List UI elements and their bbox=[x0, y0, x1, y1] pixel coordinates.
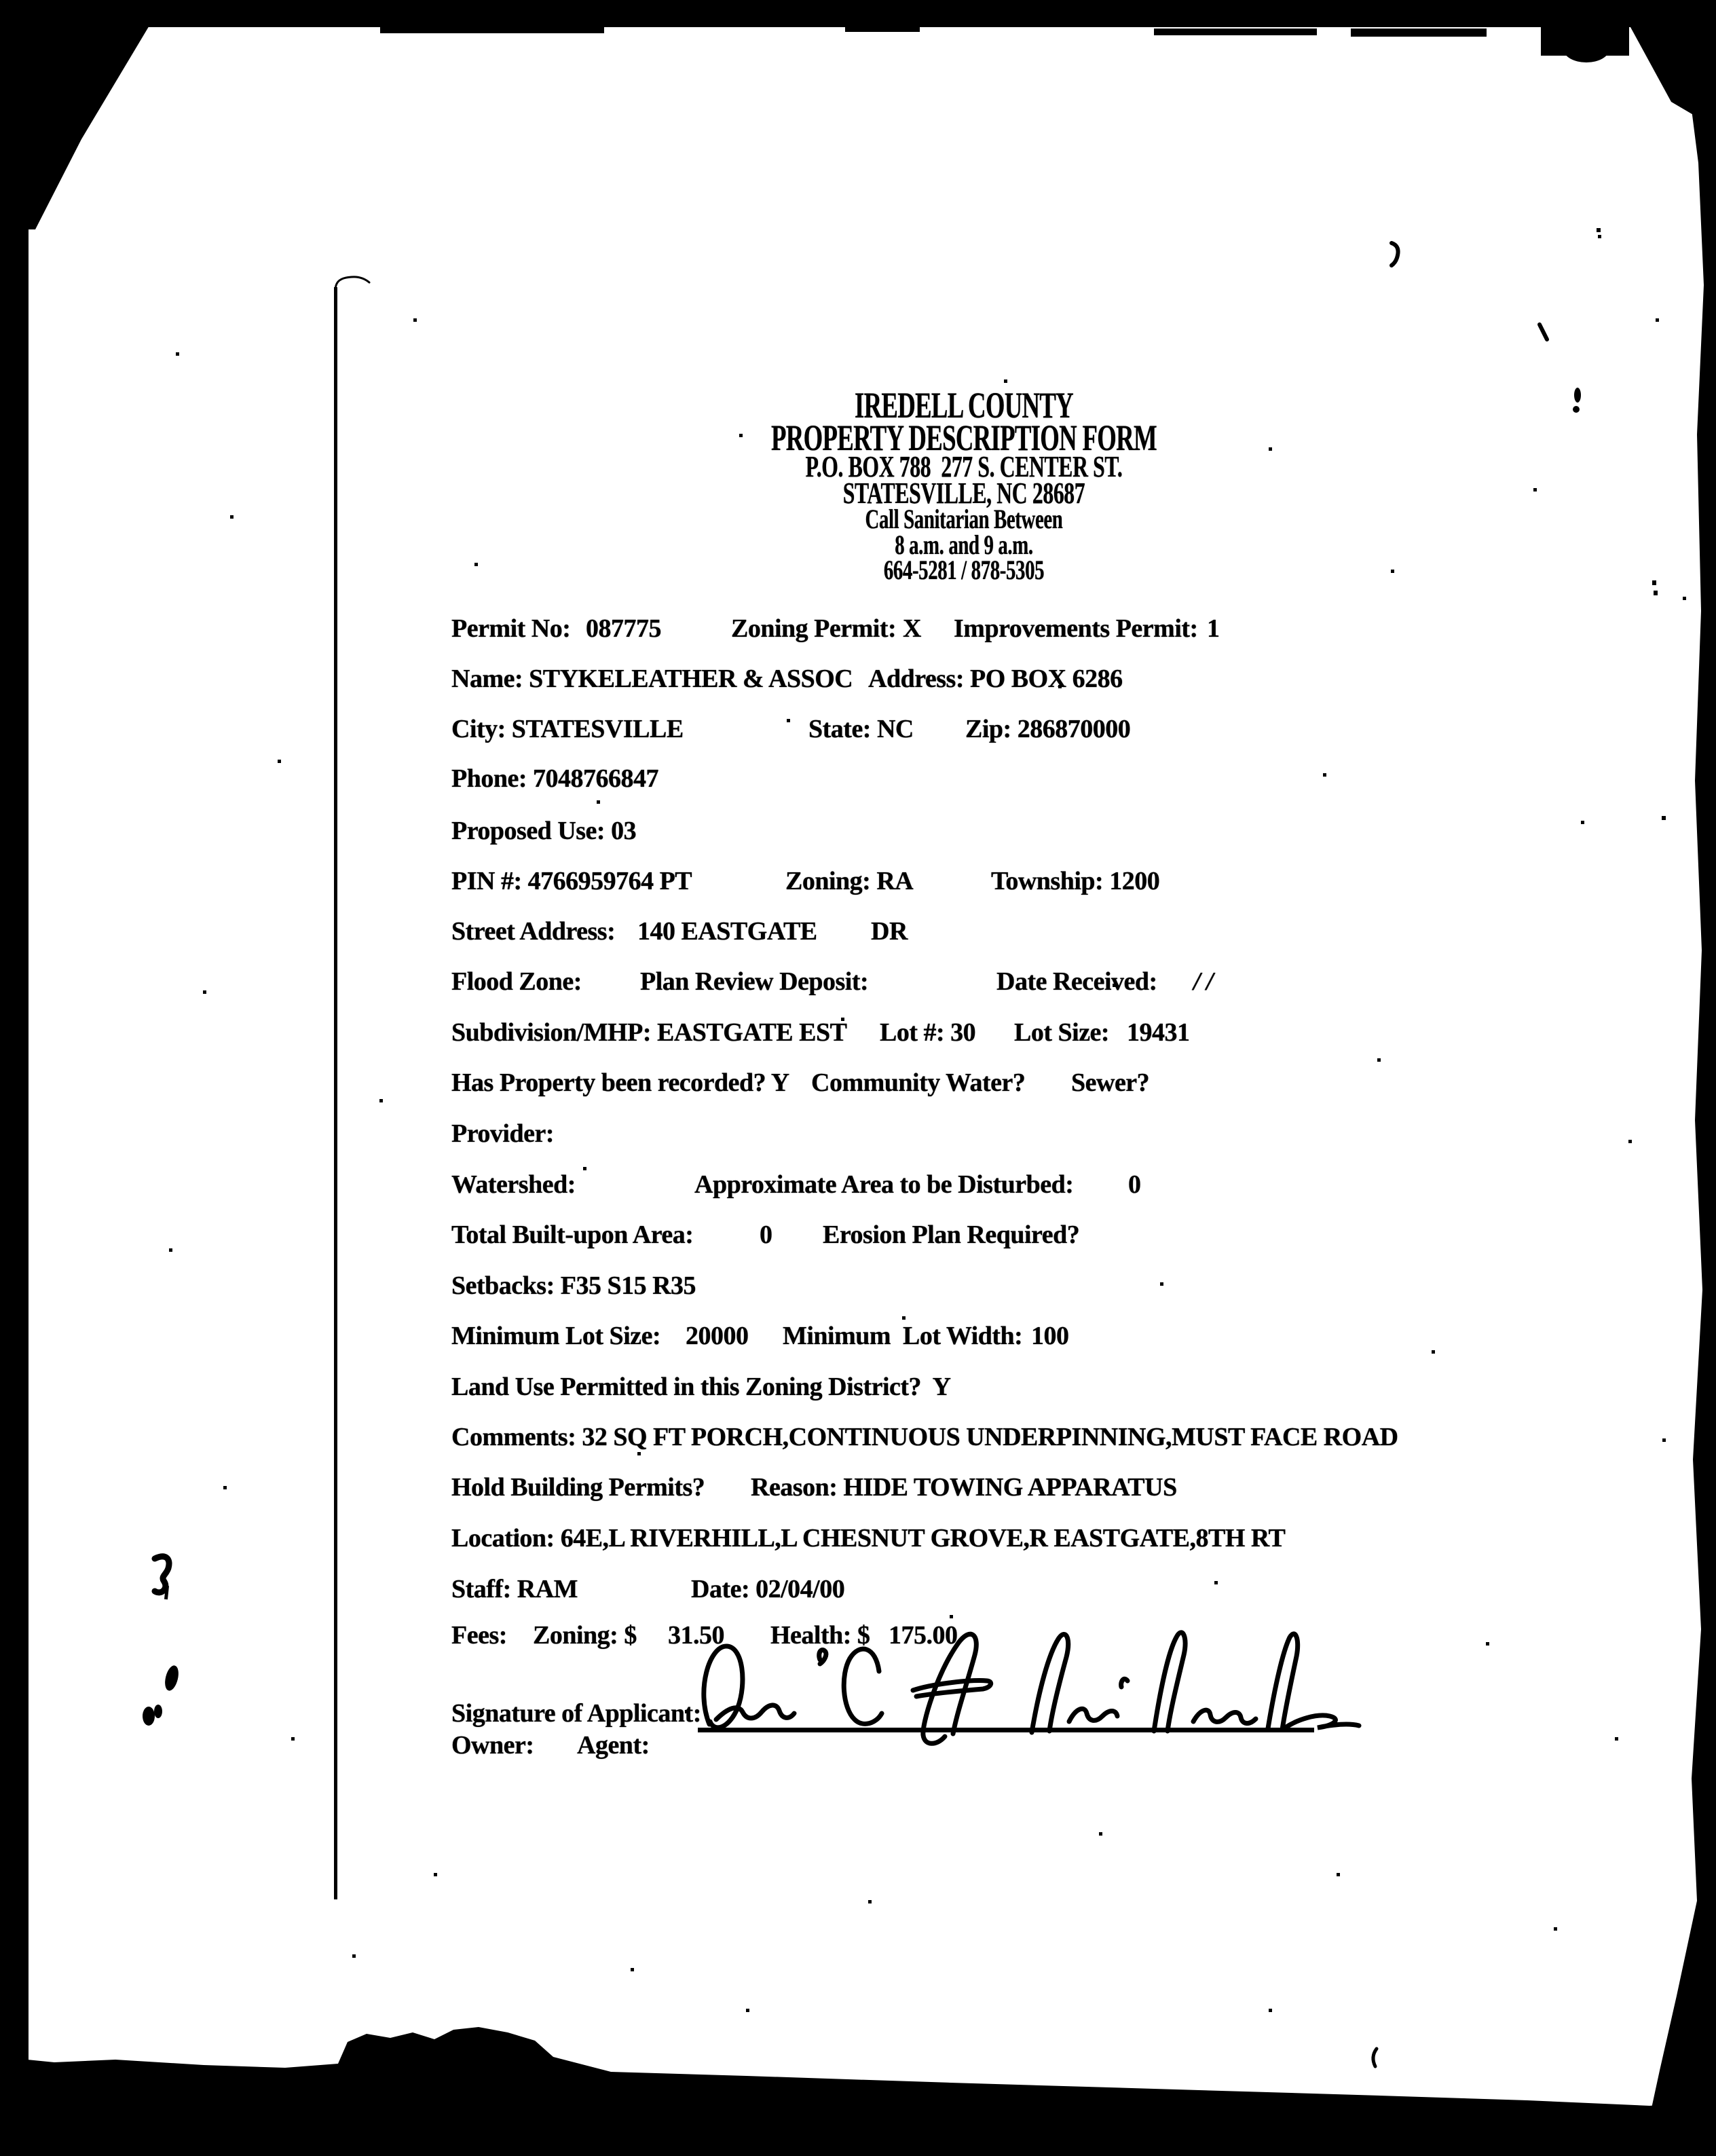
phone-value: Phone: 7048766847 bbox=[451, 764, 658, 793]
staff-value: Staff: RAM bbox=[451, 1575, 578, 1603]
land-use-value: Land Use Permitted in this Zoning District? Y bbox=[451, 1373, 951, 1401]
zoning-fee-label: Zoning: $ bbox=[533, 1621, 637, 1650]
zoning-permit-label: Zoning Permit: bbox=[731, 614, 897, 643]
fees-label: Fees: bbox=[451, 1621, 507, 1650]
improvements-permit-label: Improvements Permit: bbox=[954, 614, 1198, 643]
hold-reason-value: Reason: HIDE TOWING APPARATUS bbox=[751, 1473, 1177, 1502]
date-received-label: Date Received: bbox=[996, 967, 1157, 996]
agent-label: Agent: bbox=[577, 1731, 650, 1760]
applicant-name: Name: STYKELEATHER & ASSOC bbox=[451, 665, 853, 693]
permit-no-value: 087775 bbox=[586, 614, 661, 643]
street-address-label: Street Address: bbox=[451, 917, 616, 946]
signature-of-applicant-label: Signature of Applicant: bbox=[451, 1699, 701, 1728]
health-fee-value: 175.00 bbox=[889, 1621, 958, 1650]
header-call-hours: 8 a.m. and 9 a.m. bbox=[895, 529, 1033, 560]
lot-size-value: 19431 bbox=[1127, 1018, 1190, 1047]
header-city-state: STATESVILLE, NC 28687 bbox=[842, 477, 1085, 510]
location-value: Location: 64E,L RIVERHILL,L CHESNUT GROVE,R EASTGATE,8TH RT bbox=[451, 1524, 1286, 1553]
hold-permits-label: Hold Building Permits? bbox=[451, 1473, 705, 1502]
community-water-label: Community Water? bbox=[811, 1068, 1026, 1097]
area-disturbed-label: Approximate Area to be Disturbed: bbox=[694, 1170, 1074, 1199]
header-po-box: P.O. BOX 788 277 S. CENTER ST. bbox=[805, 450, 1123, 483]
zoning-value: Zoning: RA bbox=[785, 867, 914, 895]
form-title-county: IREDELL COUNTY bbox=[854, 385, 1074, 426]
header-call-note: Call Sanitarian Between bbox=[865, 504, 1063, 534]
min-lot-width-value: 100 bbox=[1031, 1322, 1069, 1350]
property-recorded-value: Has Property been recorded? Y bbox=[451, 1068, 789, 1097]
lot-number-value: Lot #: 30 bbox=[880, 1018, 976, 1047]
ink-specks bbox=[143, 228, 1666, 2066]
health-fee-label: Health: $ bbox=[770, 1621, 870, 1650]
watershed-label: Watershed: bbox=[451, 1170, 576, 1199]
date-value: Date: 02/04/00 bbox=[691, 1575, 845, 1603]
min-lot-width-label: Minimum Lot Width: bbox=[783, 1322, 1023, 1350]
comments-value: Comments: 32 SQ FT PORCH,CONTINUOUS UNDERPINNING,MUST FACE ROAD bbox=[451, 1423, 1398, 1451]
pin-value: PIN #: 4766959764 PT bbox=[451, 867, 692, 895]
zip-value: Zip: 286870000 bbox=[965, 715, 1131, 743]
zoning-fee-value: 31.50 bbox=[668, 1621, 724, 1650]
street-address-value: 140 EASTGATE bbox=[637, 917, 817, 946]
lot-size-label: Lot Size: bbox=[1014, 1018, 1110, 1047]
city-value: City: STATESVILLE bbox=[451, 715, 684, 743]
owner-label: Owner: bbox=[451, 1731, 534, 1760]
header-phone-numbers: 664-5281 / 878-5305 bbox=[883, 555, 1045, 585]
township-value: Township: 1200 bbox=[991, 867, 1160, 895]
permit-no-label-value: Permit No: bbox=[451, 614, 571, 643]
proposed-use-value: Proposed Use: 03 bbox=[451, 817, 637, 845]
setbacks-value: Setbacks: F35 S15 R35 bbox=[451, 1271, 696, 1300]
street-suffix-value: DR bbox=[871, 917, 908, 946]
area-disturbed-value: 0 bbox=[1128, 1170, 1141, 1199]
min-lot-size-value: 20000 bbox=[686, 1322, 749, 1350]
built-upon-value: 0 bbox=[760, 1221, 772, 1249]
plan-review-deposit-label: Plan Review Deposit: bbox=[640, 967, 869, 996]
state-value: State: NC bbox=[808, 715, 914, 743]
erosion-plan-label: Erosion Plan Required? bbox=[823, 1221, 1080, 1249]
date-received-slashes: / / bbox=[1193, 967, 1214, 996]
improvements-permit-value: 1 bbox=[1207, 614, 1220, 643]
subdivision-value: Subdivision/MHP: EASTGATE EST bbox=[451, 1018, 847, 1047]
zoning-permit-value: X bbox=[903, 614, 921, 643]
flood-zone-label: Flood Zone: bbox=[451, 967, 582, 996]
sewer-label: Sewer? bbox=[1071, 1068, 1150, 1097]
min-lot-size-label: Minimum Lot Size: bbox=[451, 1322, 661, 1350]
form-title-name: PROPERTY DESCRIPTION FORM bbox=[771, 417, 1157, 458]
built-upon-label: Total Built-upon Area: bbox=[451, 1221, 694, 1249]
provider-label: Provider: bbox=[451, 1119, 554, 1148]
applicant-address: Address: PO BOX 6286 bbox=[868, 665, 1123, 693]
